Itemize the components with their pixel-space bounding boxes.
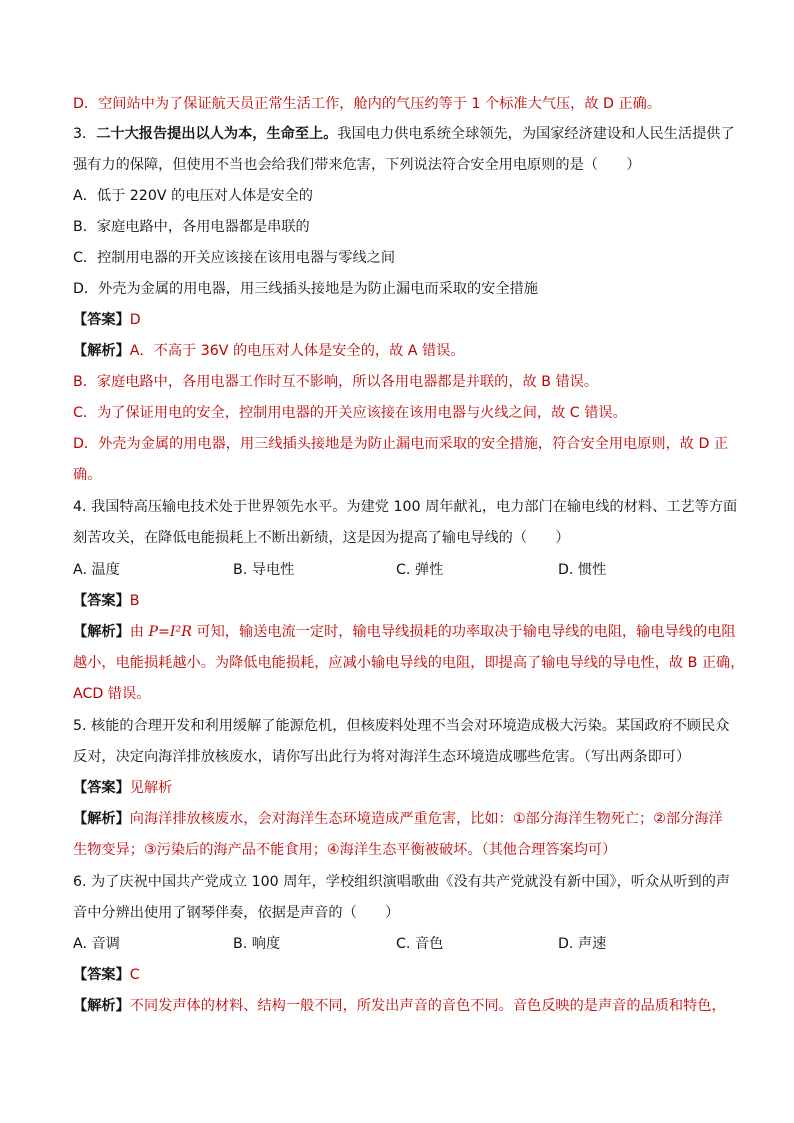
q4-analysis-formula: P=I²R: [148, 624, 192, 640]
q3-stem-line1: [73, 124, 735, 144]
q4-analysis-prefix: 由: [129, 624, 149, 640]
q5-stem-line2: 反对，决定向海洋排放核废水，请你写出此行为将对海洋生态环境造成哪些危害。（写出两条即可）: [73, 749, 691, 765]
q3-analysis-b: B．家庭电路中，各用电器工作时互不影响，所以各用电器都是并联的，故 B 错误。: [73, 374, 599, 390]
q6-answer: [73, 965, 140, 985]
q4-stem-line1: 4. 我国特高压输电技术处于世界领先水平。为建党 100 周年献礼，电力部门在输电线的材料、工艺等方面: [73, 499, 738, 515]
q4-option-d: D. 惯性: [558, 562, 607, 578]
q6-option-a: A. 音调: [73, 936, 120, 952]
q3-answer-value: D: [129, 312, 141, 328]
q3-answer-tag: 【答案】: [73, 312, 130, 328]
q5-answer-value: 见解析: [129, 780, 173, 796]
q4-answer-value: B: [129, 593, 140, 609]
q6-analysis-tag: 【解析】: [73, 998, 130, 1014]
q5-analysis-tag: 【解析】: [73, 811, 130, 827]
q3-stem-line2: 强有力的保障，但使用不当也会给我们带来危害，下列说法符合安全用电原则的是（ ）: [73, 157, 641, 173]
q3-option-d: D．外壳为金属的用电器，用三线插头接地是为防止漏电而采取的安全措施: [73, 281, 538, 297]
q3-answer: [73, 310, 141, 330]
q6-option-b: B. 响度: [233, 936, 281, 952]
q5-analysis-text1: 向海洋排放核废水，会对海洋生态环境造成严重危害，比如：①部分海洋生物死亡；②部分海洋: [129, 811, 723, 827]
q3-analysis-d-cont: 确。: [73, 467, 102, 483]
q3-analysis-line1: [73, 341, 465, 361]
q5-analysis-line1: [73, 809, 723, 829]
q3-lead-bold: 二十大报告提出以人为本，生命至上。: [96, 126, 338, 142]
q5-stem-line1: 5. 核能的合理开发和利用缓解了能源危机，但核废料处理不当会对环境造成极大污染。某国政府不顾民众: [73, 718, 730, 734]
q2-option-d-analysis: D．空间站中为了保证航天员正常生活工作，舱内的气压约等于 1 个标准大气压，故 D 正确。: [73, 96, 662, 112]
q6-analysis-text: 不同发声体的材料、结构一般不同，所发出声音的音色不同。音色反映的是声音的品质和特色，: [129, 998, 726, 1014]
q3-stem-rest: 我国电力供电系统全球领先，为国家经济建设和人民生活提供了: [337, 126, 735, 142]
q4-analysis-tag: 【解析】: [73, 624, 130, 640]
q6-option-c: C. 音色: [396, 936, 444, 952]
q3-option-b: B．家庭电路中，各用电器都是串联的: [73, 219, 310, 235]
q3-analysis-a: A．不高于 36V 的电压对人体是安全的，故 A 错误。: [129, 343, 465, 359]
q6-stem-line1: 6. 为了庆祝中国共产党成立 100 周年，学校组织演唱歌曲《没有共产党就没有新中国》，听众从听到的声: [73, 874, 731, 890]
q3-number: 3．: [73, 126, 97, 142]
q4-option-b: B. 导电性: [233, 562, 295, 578]
q4-analysis-line1-rest: 可知，输送电流一定时，输电导线损耗的功率取决于输电导线的电阻，输电导线的电阻: [191, 624, 736, 640]
q3-analysis-c: C．为了保证用电的安全，控制用电器的开关应该接在该用电器与火线之间，故 C 错误。: [73, 405, 627, 421]
q5-answer: [73, 778, 172, 798]
q3-option-c: C．控制用电器的开关应该接在该用电器与零线之间: [73, 250, 396, 266]
q6-option-d: D. 声速: [558, 936, 607, 952]
q5-analysis-line2: 生物变异；③污染后的海产品不能食用；④海洋生态平衡被破坏。（其他合理答案均可）: [73, 842, 617, 858]
q5-answer-tag: 【答案】: [73, 780, 130, 796]
q6-analysis-line1: [73, 996, 726, 1016]
q6-answer-tag: 【答案】: [73, 967, 130, 983]
q4-answer-tag: 【答案】: [73, 593, 130, 609]
q4-option-a: A. 温度: [73, 562, 120, 578]
q4-analysis-line2: 越小，电能损耗越小。为降低电能损耗，应减小输电导线的电阻，即提高了输电导线的导电性，故 B 正确，: [73, 655, 745, 671]
q3-analysis-tag: 【解析】: [73, 343, 130, 359]
q4-answer: [73, 591, 140, 611]
q4-stem-line2: 刻苦攻关，在降低电能损耗上不断出新绩，这是因为提高了输电导线的（ ）: [73, 530, 570, 546]
q3-option-a: A．低于 220V 的电压对人体是安全的: [73, 188, 313, 204]
q4-analysis-line3: ACD 错误。: [73, 686, 151, 702]
q4-option-c: C. 弹性: [396, 562, 444, 578]
q4-analysis-line1: [73, 622, 736, 642]
q6-answer-value: C: [129, 967, 140, 983]
q3-analysis-d: D．外壳为金属的用电器，用三线插头接地是为防止漏电而采取的安全措施，符合安全用电原则，故 D 正: [73, 436, 729, 452]
q6-stem-line2: 音中分辨出使用了钢琴伴奏，依据是声音的（ ）: [73, 905, 400, 921]
